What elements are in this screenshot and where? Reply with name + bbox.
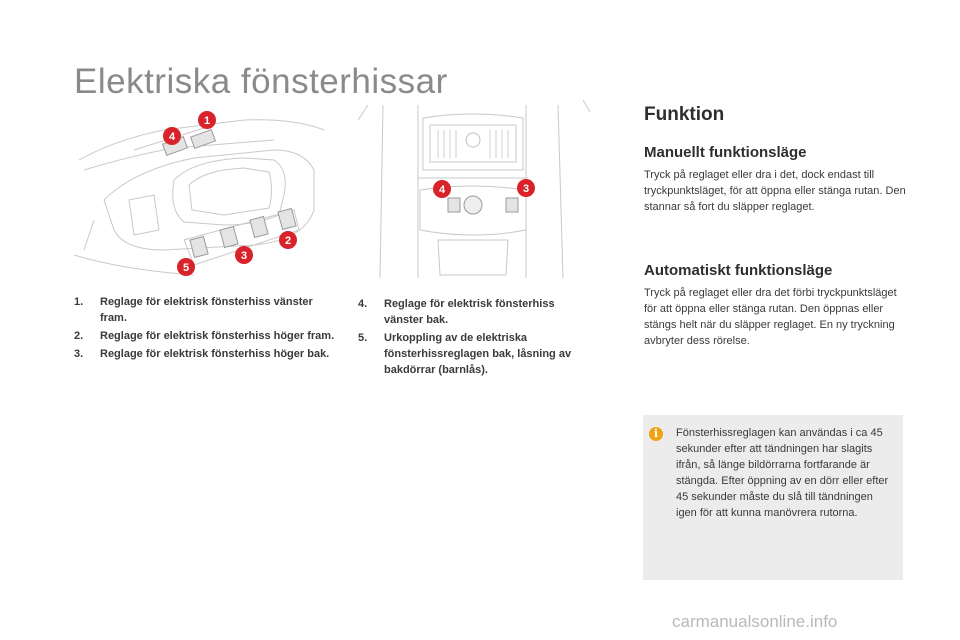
callout-badges	[163, 111, 297, 276]
legend-item: 2. Reglage för elektrisk fönsterhiss höger fram.	[74, 330, 335, 342]
svg-text:3: 3	[522, 183, 530, 195]
svg-text:1: 1	[203, 115, 211, 127]
funktion-heading: Funktion	[644, 104, 725, 125]
legend-list-left	[74, 294, 339, 364]
manual-mode-heading: Manuellt funktionsläge	[644, 144, 807, 161]
svg-text:5: 5	[182, 262, 190, 274]
callout-badges	[433, 179, 535, 198]
badge-4	[163, 127, 181, 145]
svg-text:4: 4	[438, 184, 446, 196]
badge-5	[177, 258, 195, 276]
badge-3	[235, 246, 253, 264]
badge-4	[433, 180, 451, 198]
legend-item: 4. Reglage för elektrisk fönsterhiss vänster bak.	[358, 298, 555, 326]
svg-text:2: 2	[284, 235, 292, 247]
badge-2	[279, 231, 297, 249]
legend-item: 3. Reglage för elektrisk fönsterhiss höger bak.	[74, 348, 330, 360]
door-switch-illustration	[74, 100, 334, 280]
legend-item: 5. Urkoppling av de elektriska fönsterhissreglagen bak, låsning av bakdörrar (barnlås).	[358, 332, 572, 376]
svg-text:3: 3	[240, 250, 248, 262]
legend-item: 1. Reglage för elektrisk fönsterhiss vänster fram.	[74, 296, 313, 324]
badge-3	[517, 179, 535, 197]
info-box	[643, 415, 903, 580]
svg-text:4: 4	[168, 131, 176, 143]
info-text: Fönsterhissreglagen kan användas i ca 45 sekunder efter att tändningen har slagits ifrån, så länge bildörrarna fortfarande är stängda. Efter öppning av en dörr eller efter 45 sekunder måste du slå till tändningen igen för att kunna manövrera rutorna.	[676, 427, 889, 519]
footer-watermark: carmanualsonline.info	[672, 612, 838, 631]
badge-1	[198, 111, 216, 129]
auto-mode-heading: Automatiskt funktionsläge	[644, 262, 833, 279]
page-title: Elektriska fönsterhissar	[74, 62, 448, 101]
manual-mode-text: Tryck på reglaget eller dra i det, dock endast till tryckpunktsläget, för att öppna eller stänga rutan. Den stannar så fort du släpper reglaget.	[644, 169, 906, 213]
rear-console-illustration	[358, 100, 598, 280]
legend-list-mid	[358, 296, 588, 380]
info-icon: i	[649, 427, 663, 441]
auto-mode-text: Tryck på reglaget eller dra det förbi tryckpunktsläget för att öppna eller stänga rutan. Den öppnas eller stängs helt när du släpper reglaget. En ny tryckning avbryter dess rörelse.	[644, 287, 897, 347]
